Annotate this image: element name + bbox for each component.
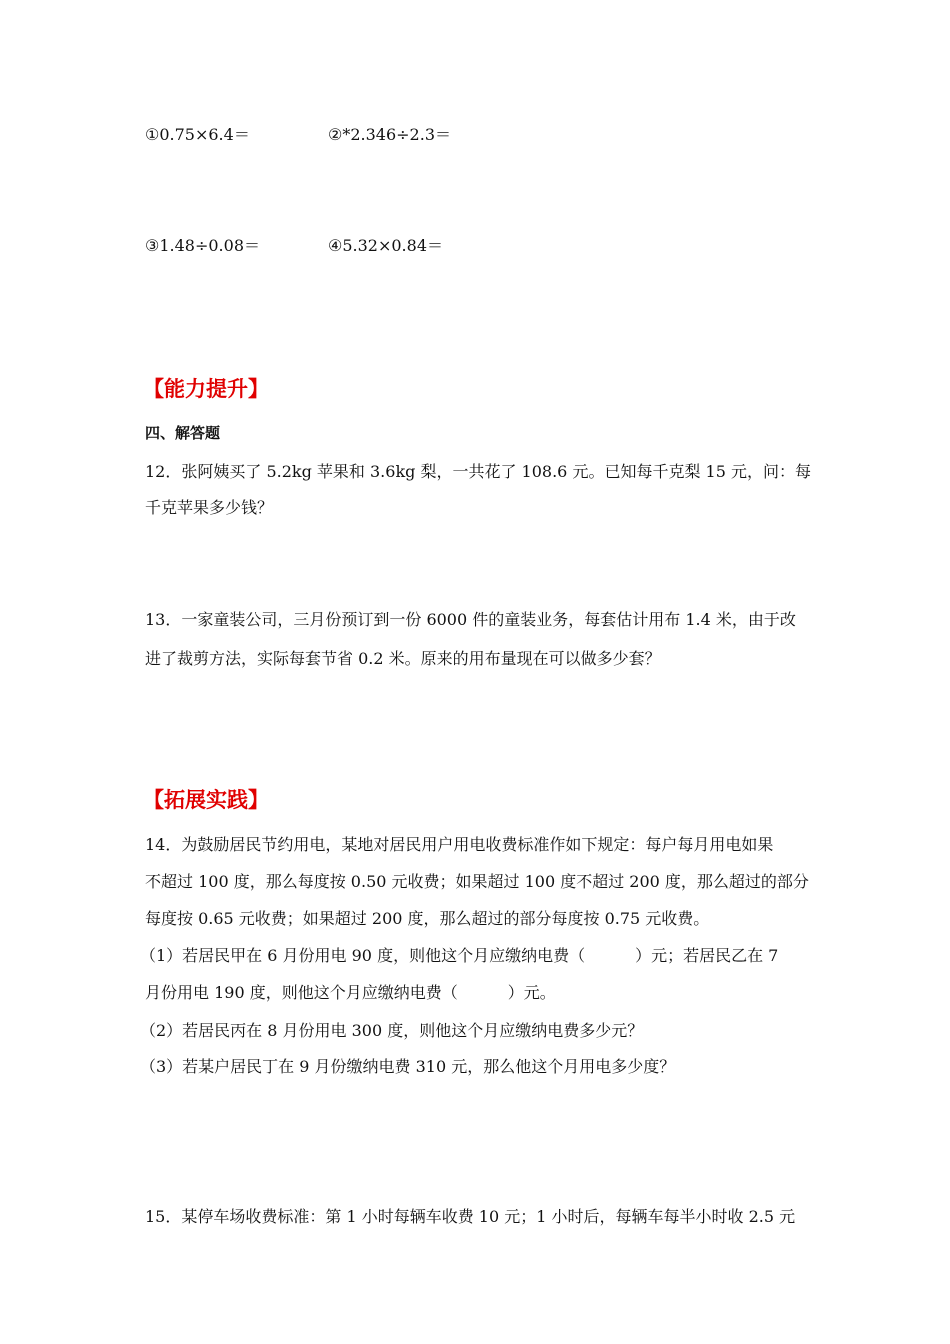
question-14-part-2: （2）若居民丙在 8 月份用电 300 度，则他这个月应缴纳电费多少元？ bbox=[140, 1021, 644, 1040]
calc-question-3: ③1.48÷0.08＝ bbox=[145, 236, 261, 255]
question-14-line-2: 不超过 100 度，那么每度按 0.50 元收费；如果超过 100 度不超过 200 度，那么超过的部分 bbox=[145, 872, 809, 891]
section-heading-extend: 【拓展实践】 bbox=[143, 788, 269, 812]
subsection-heading-answer: 四、解答题 bbox=[145, 424, 221, 442]
question-14-line-1: 14．为鼓励居民节约用电，某地对居民用户用电收费标准作如下规定：每户每月用电如果 bbox=[145, 835, 774, 854]
section-heading-ability: 【能力提升】 bbox=[143, 377, 269, 401]
question-14-part-1-line-2 bbox=[145, 983, 556, 1003]
calc-question-1: ①0.75×6.4＝ bbox=[145, 125, 250, 144]
calc-question-2: ②*2.346÷2.3＝ bbox=[328, 125, 452, 144]
question-14-part-1-text-c: 月份用电 190 度，则他这个月应缴纳电费（ bbox=[145, 983, 458, 1002]
question-14-line-3: 每度按 0.65 元收费；如果超过 200 度，那么超过的部分每度按 0.75 元收费。 bbox=[145, 909, 710, 928]
question-14-part-1-text-a: （1）若居民甲在 6 月份用电 90 度，则他这个月应缴纳电费（ bbox=[140, 946, 586, 965]
question-14-part-1-text-d: ）元。 bbox=[507, 983, 556, 1002]
question-12-line-2: 千克苹果多少钱？ bbox=[145, 498, 274, 517]
question-12-line-1: 12．张阿姨买了 5.2kg 苹果和 3.6kg 梨，一共花了 108.6 元。已知每千克梨 15 元，问：每 bbox=[145, 462, 811, 481]
question-14-part-1-line-1 bbox=[140, 946, 778, 966]
question-15-line-1: 15．某停车场收费标准：第 1 小时每辆车收费 10 元；1 小时后，每辆车每半小时收 2.5 元 bbox=[145, 1207, 796, 1226]
question-13-line-1: 13．一家童装公司，三月份预订到一份 6000 件的童装业务，每套估计用布 1.4 米，由于改 bbox=[145, 610, 796, 629]
question-14-part-3: （3）若某户居民丁在 9 月份缴纳电费 310 元，那么他这个月用电多少度？ bbox=[140, 1057, 676, 1076]
question-14-part-1-text-b: ）元；若居民乙在 7 bbox=[635, 946, 779, 965]
calc-question-4: ④5.32×0.84＝ bbox=[328, 236, 444, 255]
question-13-line-2: 进了裁剪方法，实际每套节省 0.2 米。原来的用布量现在可以做多少套？ bbox=[145, 649, 661, 668]
